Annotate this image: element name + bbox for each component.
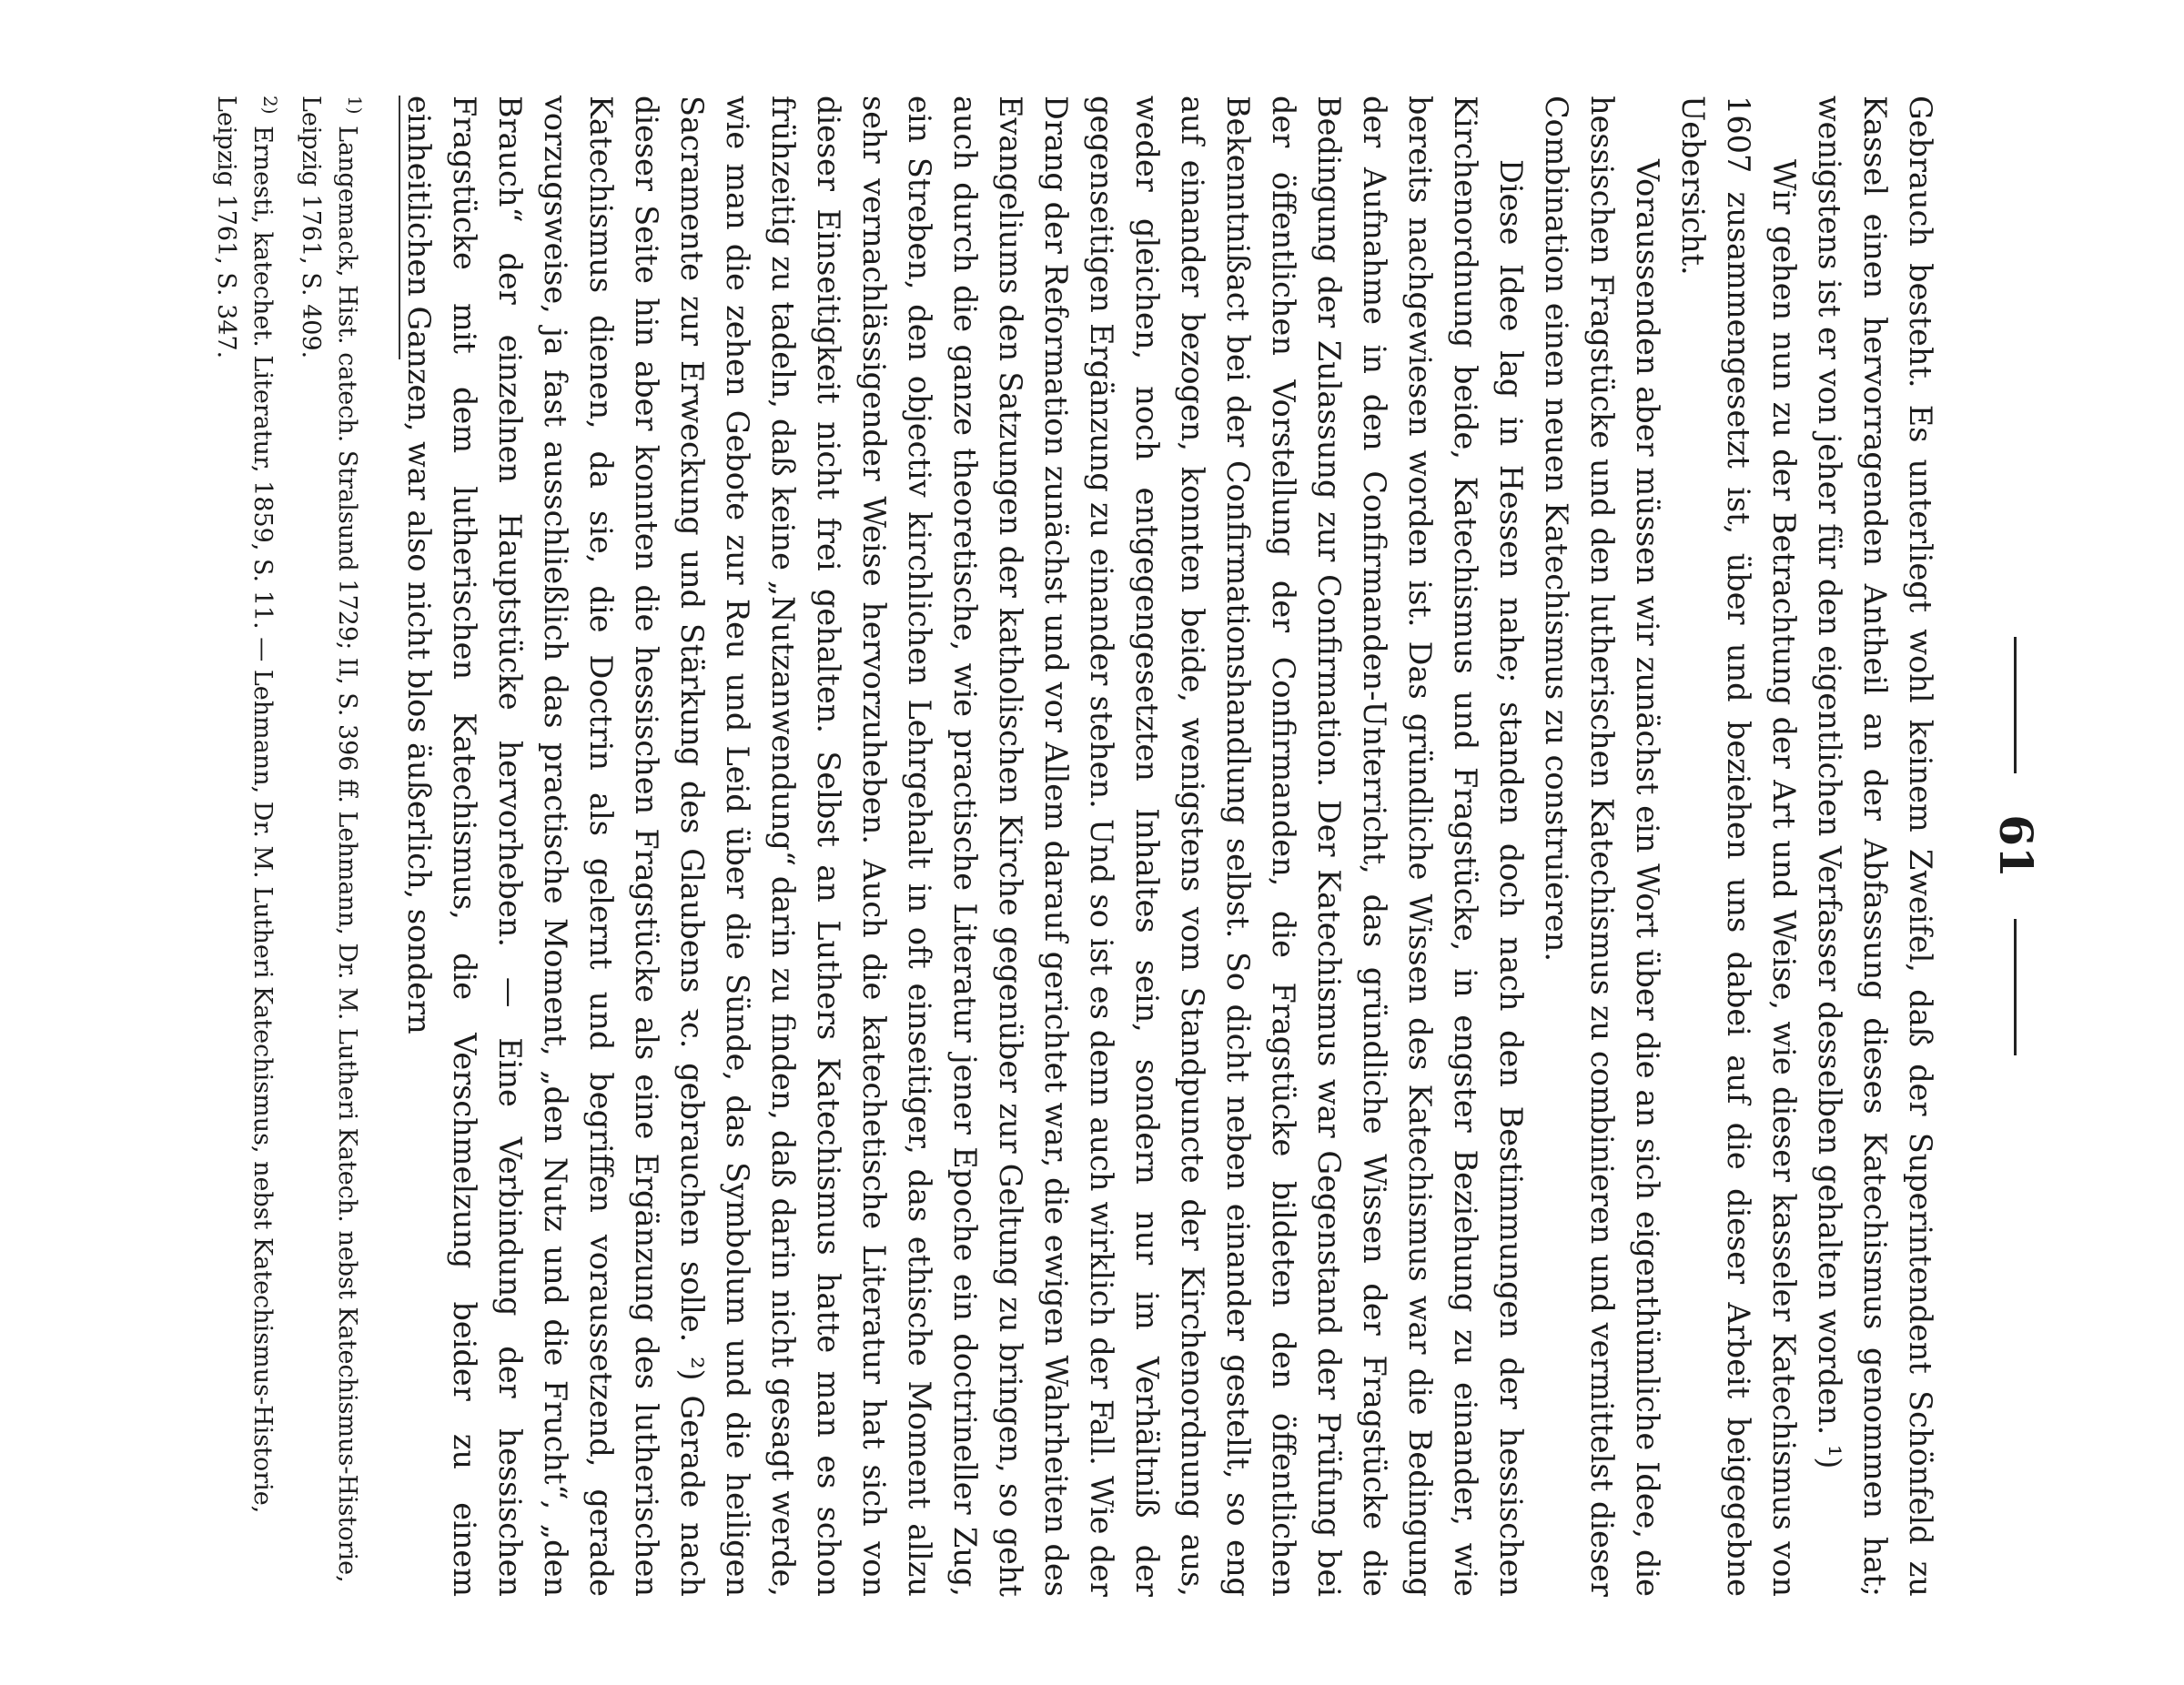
footnote-separator: [399, 96, 400, 359]
paragraph-continuation: Gebrauch besteht. Es unterliegt wohl keinem Zweifel, daß der Superintendent Schönfeld zu Kassel einen hervorragenden Antheil an der Abfassung dieses Katechismus genommen hat; wenigstens ist er von jeher für den eigentlichen Verfasser desselben gehalten worden. ¹): [1812, 96, 1938, 1597]
paragraph: Wir gehen nun zu der Betrachtung der Art und Weise, wie dieser kasseler Katechismus von 1607 zusammengesetzt ist, über und beziehen uns dabei auf die dieser Arbeit beigegebne Uebersicht.: [1675, 96, 1802, 1597]
header-rule-left: [2014, 637, 2017, 773]
header-rule-right: [2014, 919, 2017, 1055]
footnotes: [46, 96, 373, 1597]
footnote-text: Langemack, Hist. catech. Stralsund 1729; II, S. 396 ff. Lehmann, Dr. M. Lutheri Katech. nebst Katechismus-Historie, Leipzig 1761, S. 409.: [297, 96, 361, 1583]
body-text: [401, 96, 1943, 1597]
footnote: [207, 96, 288, 1597]
footnote: [292, 96, 373, 1597]
paragraph: Voraussenden aber müssen wir zunächst ein Wort über die an sich eigenthümliche Idee, die hessischen Fragstücke und den lutherischen Katechismus zu combinieren und vermittelst dieser Combination einen neuen Katechismus zu construieren.: [1539, 96, 1665, 1597]
page-number: 61: [1989, 814, 2043, 878]
footnote-marker: 1): [344, 96, 366, 115]
page-header: [1984, 0, 2048, 1685]
paragraph: Diese Idee lag in Hessen nahe; standen doch nach den Bestimmungen der hessischen Kirchenordnung beide, Katechismus und Fragstücke, in engster Beziehung zu einander, wie bereits nachgewiesen worden ist. Das gründliche Wissen des Katechismus war die Bedingung der Aufnahme in den Confirmanden-Unterricht, das gründliche Wissen der Fragstücke die Bedingung der Zulassung zur Confirmation. Der Katechismus war Gegenstand der Prüfung bei der öffentlichen Vorstellung der Confirmanden, die Fragstücke bildeten den öffentlichen Bekenntnißact bei der Confirmationshandlung selbst. So dicht neben einander gestellt, so eng auf einander bezogen, konnten beide, wenigstens vom Standpuncte der Kirchenordnung aus, weder gleichen, noch entgegengesetzten Inhaltes sein, sondern nur im Verhältniß der gegenseitigen Ergänzung zu einander stehen. Und so ist es denn auch wirklich der Fall. Wie der Drang der Reformation zunächst und vor Allem darauf gerichtet war, die ewigen Wahrheiten des Evangeliums den Satzungen der katholischen Kirche gegenüber zur Geltung zu bringen, so geht auch durch die ganze theoretische, wie practische Literatur jener Epoche ein doctrineller Zug, ein Streben, den objectiv kirchlichen Lehrgehalt in oft einseitiger, das ethische Moment allzu sehr vernachlässigender Weise hervorzuheben. Auch die katechetische Literatur hat sich von dieser Einseitigkeit nicht frei gehalten. Selbst an Luthers Katechismus hatte man es schon frühzeitig zu tadeln, daß keine „Nutzanwendung“ darin zu finden, daß darin nicht gesagt werde, wie man die zehen Gebote zur Reu und Leid über die Sünde, das Symbolum und die heiligen Sacramente zur Erweckung und Stärkung des Glaubens ꝛc. gebrauchen solle. ²) Gerade nach dieser Seite hin aber konnten die hessischen Fragstücke als eine Ergänzung des lutherischen Katechismus dienen, da sie, die Doctrin als gelernt und begriffen voraussetzend, gerade vorzugsweise, ja fast ausschließlich das practische Moment, „den Nutz und die Frucht“, „den Brauch“ der einzelnen Hauptstücke hervorheben. — Eine Verbindung der hessischen Fragstücke mit dem lutherischen Katechismus, die Verschmelzung beider zu einem einheitlichen Ganzen, war also nicht blos äußerlich, sondern: [401, 96, 1529, 1597]
footnote-marker: 2): [259, 96, 281, 115]
footnote-text: Ernesti, katechet. Literatur, 1859, S. 11. — Lehmann, Dr. M. Lutheri Katechismus, nebst Katechismus-Historie, Leipzig 1761, S. 347.: [212, 96, 277, 1514]
